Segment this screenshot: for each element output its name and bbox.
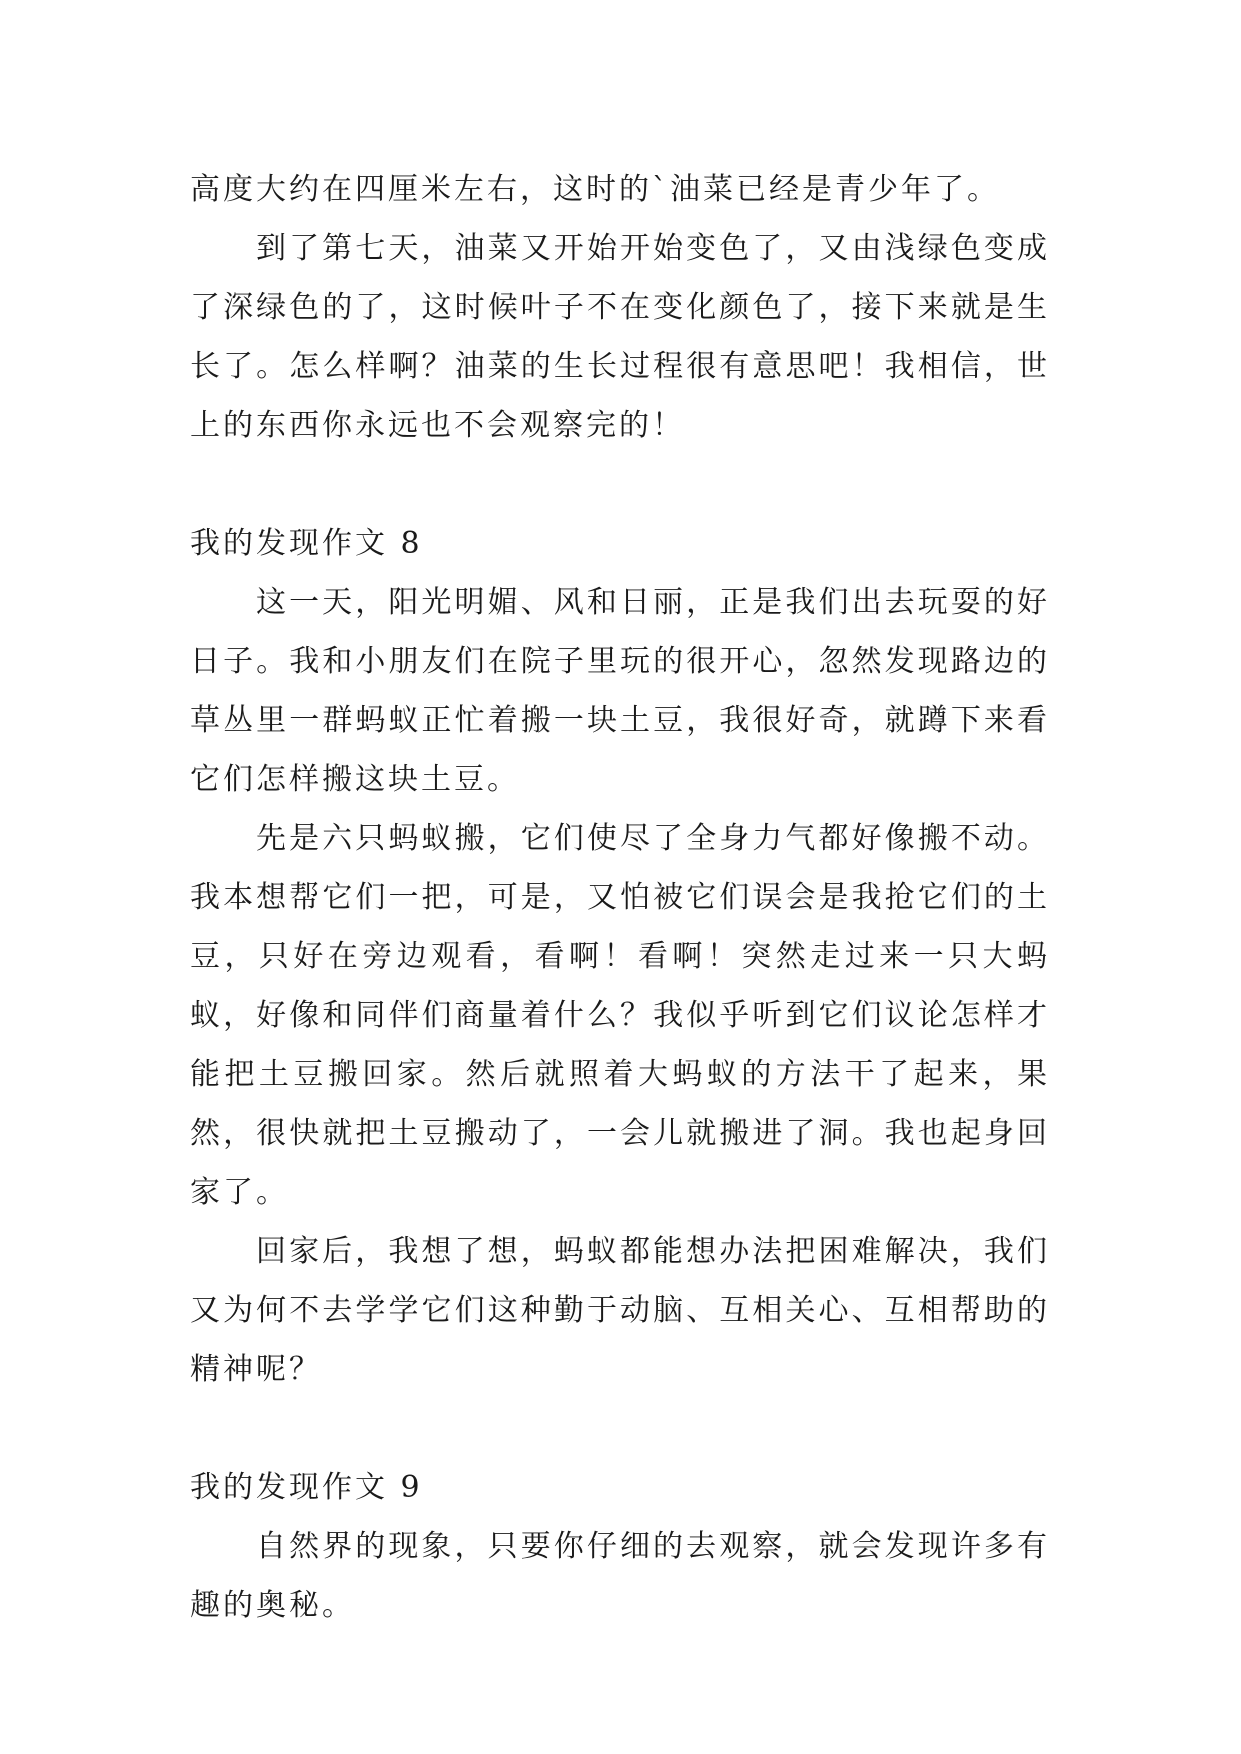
paragraph-continuation: 高度大约在四厘米左右，这时的`油菜已经是青少年了。 <box>190 172 1000 207</box>
paragraph: 自然界的现象，只要你仔细的去观察，就会发现许多有趣的奥秘。 <box>190 1529 1050 1623</box>
paragraph: 回家后，我想了想，蚂蚁都能想办法把困难解决，我们又为何不去学学它们这种勤于动脑、互相关心、互相帮助的精神呢？ <box>190 1234 1050 1387</box>
paragraph: 这一天，阳光明媚、风和日丽，正是我们出去玩耍的好日子。我和小朋友们在院子里玩的很开心，忽然发现路边的草丛里一群蚂蚁正忙着搬一块土豆，我很好奇，就蹲下来看它们怎样搬这块土豆。 <box>190 585 1050 797</box>
section-gap <box>190 455 1050 514</box>
section-title: 我的发现作文 8 <box>190 526 423 561</box>
section-gap <box>190 1399 1050 1458</box>
paragraph: 先是六只蚂蚁搬，它们使尽了全身力气都好像搬不动。我本想帮它们一把，可是，又怕被它们误会是我抢它们的土豆，只好在旁边观看，看啊！看啊！突然走过来一只大蚂蚁，好像和同伴们商量着什么？我似乎听到它们议论怎样才能把土豆搬回家。然后就照着大蚂蚁的方法干了起来，果然，很快就把土豆搬动了，一会儿就搬进了洞。我也起身回家了。 <box>190 821 1050 1210</box>
section-title: 我的发现作文 9 <box>190 1470 423 1505</box>
paragraph: 到了第七天，油菜又开始开始变色了，又由浅绿色变成了深绿色的了，这时候叶子不在变化颜色了，接下来就是生长了。怎么样啊？油菜的生长过程很有意思吧！我相信，世上的东西你永远也不会观察完的！ <box>190 231 1050 443</box>
document-body <box>190 160 1050 1635</box>
